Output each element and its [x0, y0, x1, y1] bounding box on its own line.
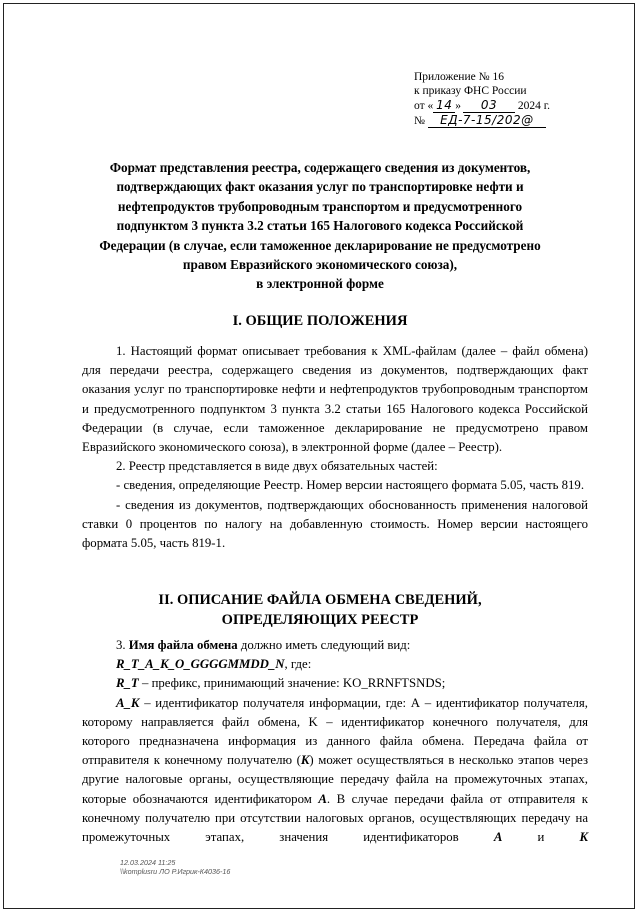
paragraph-2-part-1: - сведения, определяющие Реестр. Номер версии настоящего формата 5.05, часть 819.	[116, 478, 585, 493]
document-title: Формат представления реестра, содержащего сведения из документов, подтверждающих факт оказания услуг по транспортировке нефти и нефтепродуктов трубопроводным транспортом и предусмотренного подпунктом 3 пункта 3.2 статьи 165 Налогового кодекса Российской Федерации (в случае, если таможенное декларирование не предусмотрено правом Евразийского экономического союза), в электронной форме	[99, 160, 541, 292]
appendix-order-ref: к приказу ФНС России	[414, 85, 527, 97]
recipient-definition: A_K – идентификатор получателя информации, где: А – идентификатор получателя, которому направляется файл обмена, K – идентификатор конечного получателя, для которого предназначена информация из данного файла обмена. Передача файла от отправителя к конечному получателю (K) может осуществляться в несколько этапов через другие налоговые органы, осуществляющие передачу файла на промежуточных этапах, которые обозначаются идентификатором А. В случае передачи файла от отправителя к конечному получателю при отсутствии налоговых органов, осуществляющих передачу на промежуточных этапах, значения идентификаторов А и K	[82, 695, 589, 845]
section-2-body	[82, 636, 588, 847]
print-stamp: 12.03.2024 11:25 \\komplusru ЛО Р.Игрuк-К4036-16	[120, 858, 231, 876]
appendix-number: № ЕД-7-15/202@	[414, 113, 614, 128]
order-number: ЕД-7-15/202@	[428, 113, 546, 128]
prefix-definition: R_T – префикс, принимающий значение: KO_RRNFTSNDS;	[116, 676, 446, 691]
date-year: 2024 г.	[517, 100, 551, 112]
section-2-heading: II. ОПИСАНИЕ ФАЙЛА ОБМЕНА СВЕДЕНИЙ, ОПРЕДЕЛЯЮЩИХ РЕЕСТР	[158, 592, 482, 628]
appendix-block	[414, 70, 614, 128]
date-month: 03	[463, 98, 515, 113]
date-day: 14	[433, 98, 455, 113]
section-1-body	[82, 342, 588, 553]
paragraph-3: 3. Имя файла обмена должно иметь следующий вид:	[116, 638, 411, 652]
appendix-date: от « 14 » 03 2024 г.	[414, 98, 551, 112]
section-1-heading: I. ОБЩИЕ ПОЛОЖЕНИЯ	[232, 313, 408, 329]
paragraph-2: 2. Реестр представляется в виде двух обязательных частей:	[116, 459, 438, 474]
appendix-title: Приложение № 16	[414, 71, 504, 83]
file-name-pattern: R_T_A_K_O_GGGGMMDD_N, где:	[116, 657, 312, 672]
paragraph-2-part-2: - сведения из документов, подтверждающих обоснованность применения налоговой ставки 0 процентов по налогу на добавленную стоимость. Номер версии настоящего формата 5.05, часть 819-1.	[82, 497, 588, 551]
paragraph-1: 1. Настоящий формат описывает требования к XML-файлам (далее – файл обмена) для передачи реестра, содержащего сведения из документов, подтверждающих факт оказания услуг по транспортировке нефти и нефтепродуктов трубопроводным транспортом и предусмотренного подпунктом 3 пункта 3.2 статьи 165 Налогового кодекса Российской Федерации (в случае, если таможенное декларирование не предусмотрено правом Евразийского экономического союза), в электронной форме (далее – Реестр).	[82, 344, 588, 455]
